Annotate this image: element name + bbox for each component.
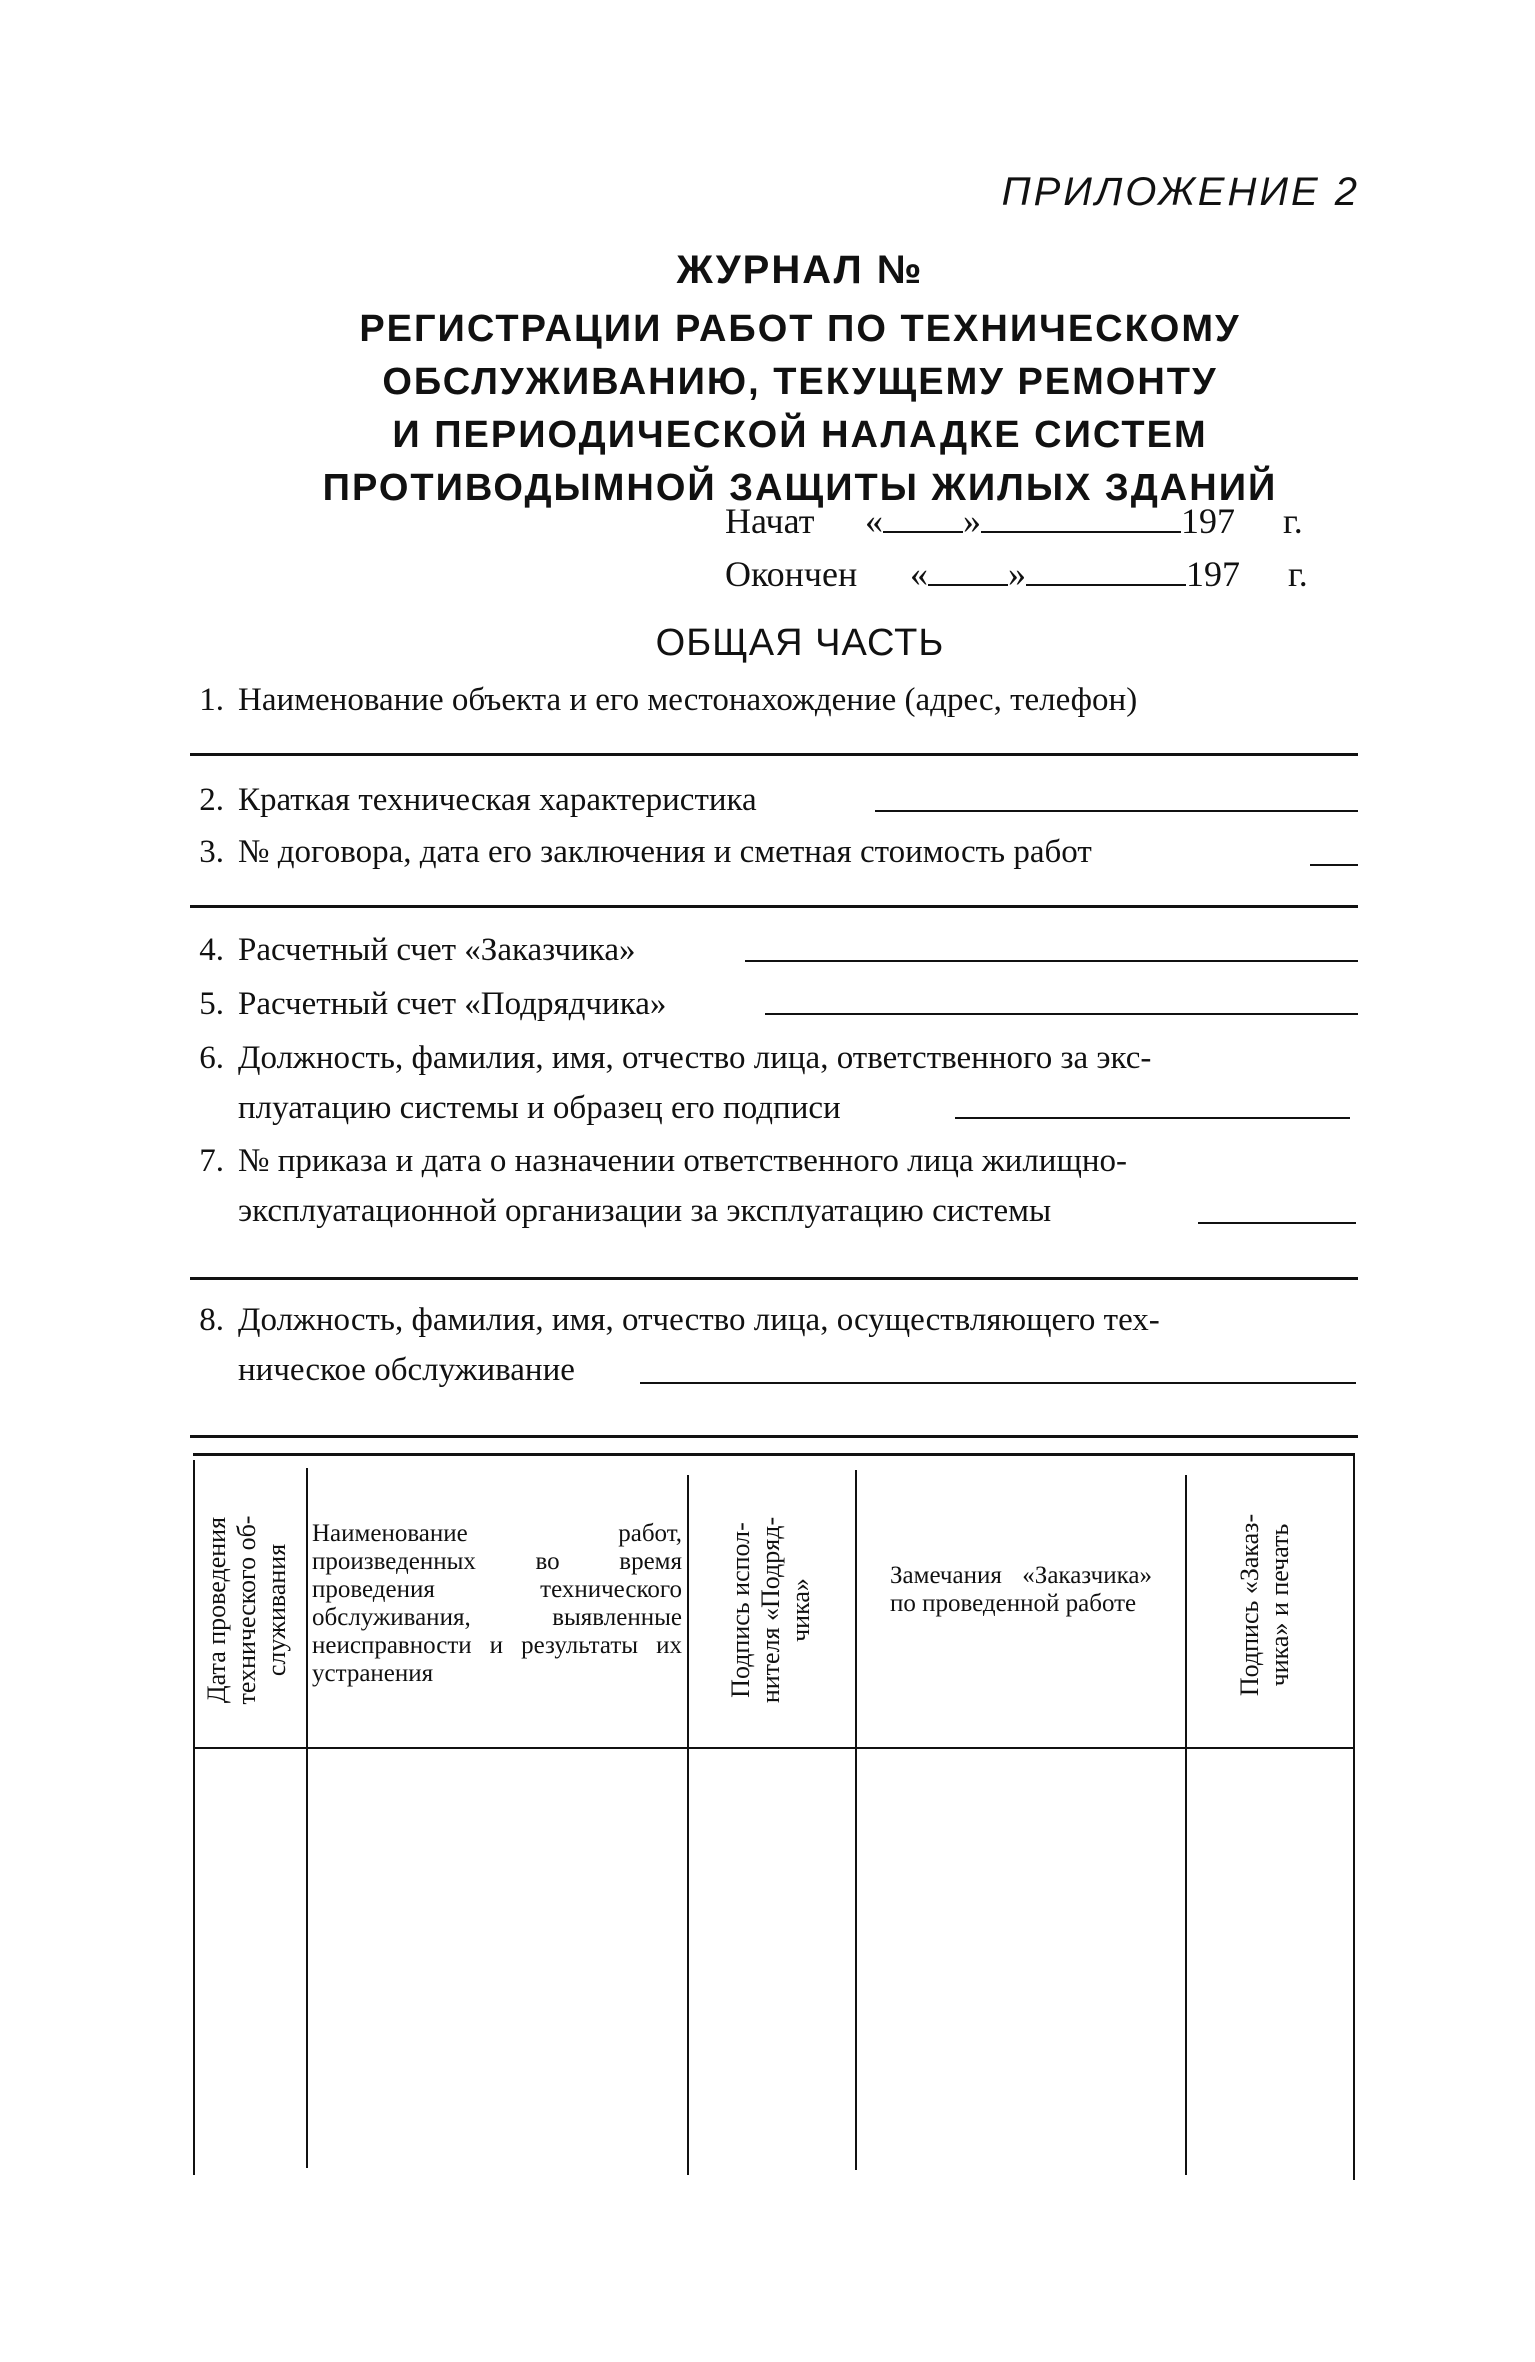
item-number: 4. xyxy=(199,932,224,968)
quote-close: » xyxy=(1008,554,1026,594)
fill-line xyxy=(190,1435,1358,1438)
year-prefix: 197 xyxy=(1181,501,1235,541)
col-date-header xyxy=(202,1470,292,1750)
started-label: Начат xyxy=(725,501,815,541)
item-text: Должность, фамилия, имя, отчество лица, ответственного за экс- xyxy=(238,1040,1152,1076)
section-title: ОБЩАЯ ЧАСТЬ xyxy=(655,622,945,664)
item-text-continued: ническое обслуживание xyxy=(238,1352,575,1388)
day-blank xyxy=(883,531,963,533)
item-text: № приказа и дата о назначении ответственного лица жилищно- xyxy=(238,1143,1128,1179)
title-line-5: ПРОТИВОДЫМНОЙ ЗАЩИТЫ ЖИЛЫХ ЗДАНИЙ xyxy=(322,467,1278,509)
header-line: нителя «Подряд- xyxy=(756,1516,785,1704)
quote-close: » xyxy=(963,501,981,541)
header-line: Подпись «Заказ- xyxy=(1235,1513,1264,1697)
table-divider xyxy=(306,1468,308,2168)
table-border-top xyxy=(193,1453,1355,1456)
table-divider xyxy=(855,1470,857,2170)
month-blank xyxy=(1026,584,1186,586)
table-border-right xyxy=(1353,1455,1355,2180)
list-item xyxy=(180,1295,1160,1395)
year-suffix: г. xyxy=(1288,554,1308,594)
list-item xyxy=(180,775,757,825)
title-line-2: РЕГИСТРАЦИИ РАБОТ ПО ТЕХНИЧЕСКОМУ xyxy=(359,308,1241,350)
appendix-label: ПРИЛОЖЕНИЕ 2 xyxy=(1001,170,1360,214)
table-border-left xyxy=(193,1460,195,2175)
list-item xyxy=(180,827,1092,877)
fill-line xyxy=(190,1277,1358,1280)
col-customer-signature-header xyxy=(1235,1475,1305,1735)
item-number: 7. xyxy=(199,1143,224,1179)
item-number: 3. xyxy=(199,834,224,870)
item-text-continued: плуатацию системы и образец его подписи xyxy=(238,1090,841,1126)
fill-line xyxy=(190,753,1358,756)
fill-line xyxy=(955,1117,1350,1119)
item-text: Расчетный счет «Заказчика» xyxy=(238,932,636,968)
table-divider xyxy=(1185,1475,1187,2175)
list-item xyxy=(180,675,1137,725)
fill-line xyxy=(190,905,1358,908)
header-line: служивания xyxy=(262,1543,291,1677)
fill-line xyxy=(745,960,1358,962)
day-blank xyxy=(928,584,1008,586)
quote-open: « xyxy=(910,554,928,594)
item-text: № договора, дата его заключения и сметная стоимость работ xyxy=(238,834,1092,870)
header-line: чика» и печать xyxy=(1265,1523,1294,1687)
finished-date-line xyxy=(725,553,1308,595)
table-divider xyxy=(687,1475,689,2175)
header-line: Дата проведения xyxy=(202,1516,231,1704)
title-line-3: ОБСЛУЖИВАНИЮ, ТЕКУЩЕМУ РЕМОНТУ xyxy=(382,361,1218,403)
list-item xyxy=(180,925,635,975)
item-number: 2. xyxy=(199,782,224,818)
header-line: чика» xyxy=(786,1578,815,1642)
header-line: технического об- xyxy=(232,1515,261,1705)
fill-line xyxy=(640,1382,1356,1384)
header-line: Подпись испол- xyxy=(726,1522,755,1698)
col-contractor-signature-header xyxy=(726,1475,816,1745)
item-text: Краткая техническая характеристика xyxy=(238,782,757,818)
item-number: 8. xyxy=(199,1302,224,1338)
quote-open: « xyxy=(865,501,883,541)
item-number: 6. xyxy=(199,1040,224,1076)
fill-line xyxy=(765,1013,1358,1015)
item-text: Наименование объекта и его местонахождение (адрес, телефон) xyxy=(238,682,1138,718)
year-suffix: г. xyxy=(1283,501,1303,541)
item-number: 1. xyxy=(199,682,224,718)
title-line-4: И ПЕРИОДИЧЕСКОЙ НАЛАДКЕ СИСТЕМ xyxy=(392,414,1208,456)
month-blank xyxy=(981,531,1181,533)
fill-line xyxy=(1198,1222,1356,1224)
list-item xyxy=(180,979,666,1029)
journal-title xyxy=(230,248,1370,515)
list-item xyxy=(180,1136,1127,1236)
table-header-divider xyxy=(193,1747,1355,1749)
started-date-line xyxy=(725,500,1303,542)
year-prefix: 197 xyxy=(1186,554,1240,594)
item-text: Должность, фамилия, имя, отчество лица, осуществляющего тех- xyxy=(238,1302,1160,1338)
col-works-header: Наименование работ, произведенных во время проведения технического обслуживания, выявленные неисправности и результаты их устранения xyxy=(312,1520,682,1687)
col-customer-remarks-header: Замечания «Заказчика» по проведенной работе xyxy=(890,1562,1152,1617)
fill-line xyxy=(1310,864,1358,866)
title-line-1: ЖУРНАЛ № xyxy=(676,248,924,292)
fill-line xyxy=(875,810,1358,812)
item-text: Расчетный счет «Подрядчика» xyxy=(238,986,667,1022)
item-number: 5. xyxy=(199,986,224,1022)
finished-label: Окончен xyxy=(725,554,858,594)
item-text-continued: эксплуатационной организации за эксплуатацию системы xyxy=(238,1193,1052,1229)
